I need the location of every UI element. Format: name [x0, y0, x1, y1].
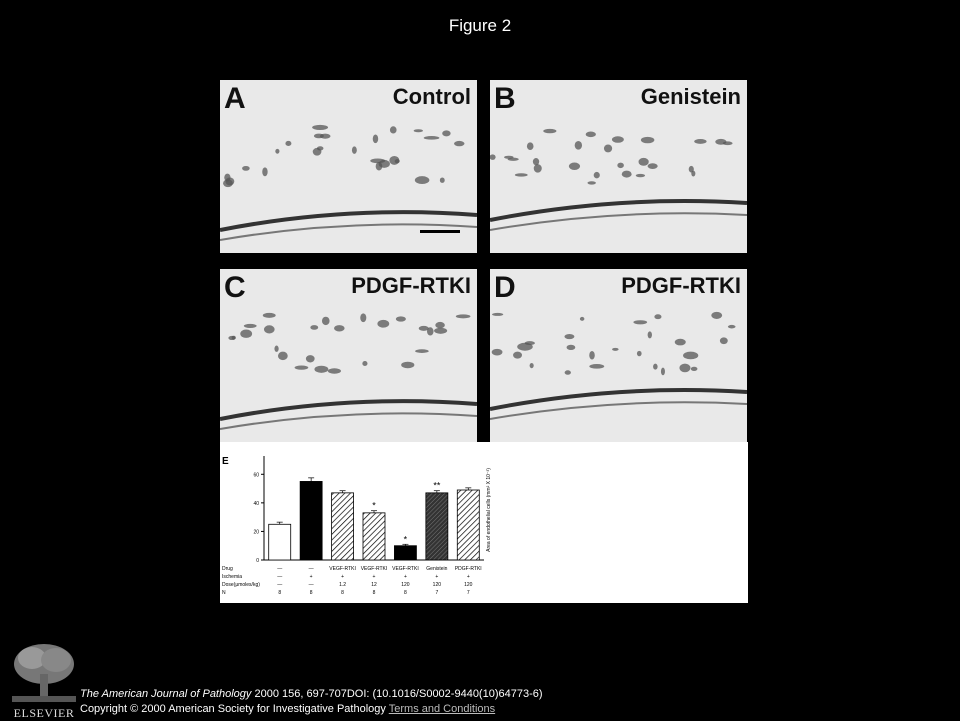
bar-chart: [220, 442, 748, 603]
vessel-mark: [379, 160, 390, 168]
vessel-mark: [414, 129, 423, 132]
vessel-mark: [232, 336, 236, 340]
vessel-mark: [691, 367, 698, 371]
vessel-mark: [728, 325, 736, 329]
vessel-mark: [604, 144, 612, 152]
vessel-mark: [454, 141, 464, 146]
vessel-mark: [654, 314, 661, 319]
vessel-mark: [244, 324, 257, 328]
table-cell: Genistein: [426, 566, 448, 572]
table-cell: —: [308, 582, 314, 588]
vessel-mark: [683, 352, 698, 360]
copyright-text: Copyright © 2000 American Society for Investigative Pathology: [80, 703, 389, 715]
table-cell: 1.2: [339, 582, 347, 588]
vessel-mark: [543, 129, 556, 133]
vessel-mark: [396, 316, 406, 321]
vessel-mark: [295, 366, 309, 370]
vessel-mark: [508, 158, 519, 161]
vessel-mark: [278, 352, 288, 360]
table-cell: 8: [309, 590, 313, 596]
panel-letter: A: [224, 82, 246, 115]
panel-d: [490, 269, 747, 442]
y-axis-label: Area of endothelial cells (mm² X 10⁻³): [486, 468, 492, 552]
vessel-mark: [317, 146, 324, 150]
vessel-mark: [711, 312, 722, 319]
vessel-mark: [492, 313, 503, 316]
vessel-mark: [633, 320, 647, 324]
vessel-mark: [456, 314, 471, 318]
logo-text: ELSEVIER: [13, 706, 75, 720]
vessel-mark: [490, 154, 496, 160]
vessel-mark: [306, 355, 315, 362]
vessel-mark: [352, 146, 357, 153]
vessel-mark: [424, 136, 440, 140]
vessel-mark: [263, 313, 276, 318]
y-tick-label: 40: [253, 500, 259, 507]
table-cell: 8: [341, 590, 344, 596]
vessel-mark: [401, 362, 414, 369]
vessel-mark: [720, 337, 728, 344]
panel-letter: D: [494, 271, 516, 304]
vessel-mark: [723, 141, 733, 145]
bar: [363, 513, 385, 560]
vessel-mark: [679, 364, 690, 373]
table-cell: +: [435, 574, 439, 580]
vessel-mark: [223, 179, 233, 187]
elsevier-logo: [8, 640, 80, 718]
panel-a: [220, 80, 477, 253]
vessel-mark: [389, 156, 399, 165]
table-cell: 8: [278, 590, 282, 596]
vessel-mark: [589, 364, 604, 369]
vessel-mark: [310, 325, 318, 330]
retina-layer: [220, 401, 477, 419]
vessel-mark: [661, 368, 665, 376]
table-cell: 8: [372, 590, 376, 596]
vessel-mark: [440, 178, 445, 183]
panel-label: PDGF-RTKI: [621, 273, 741, 298]
citation-details: 2000 156, 697-707DOI: (10.1016/S0002-9440(10)64773-6): [251, 688, 543, 700]
vessel-mark: [530, 363, 534, 368]
vessel-mark: [373, 135, 378, 144]
vessel-mark: [513, 352, 522, 359]
vessel-mark: [320, 134, 331, 139]
vessel-mark: [334, 325, 345, 331]
panel-letter: C: [224, 271, 246, 304]
table-cell: —: [277, 566, 283, 572]
retina-layer: [490, 201, 747, 220]
table-cell: +: [341, 574, 345, 580]
table-cell: VEGF-RTKI: [392, 566, 419, 572]
bar: [457, 490, 479, 560]
table-cell: 120: [401, 582, 410, 588]
table-row-label: Dose(μmoles/kg): [222, 582, 260, 588]
vessel-mark: [534, 164, 542, 173]
table-cell: 120: [432, 582, 442, 588]
vessel-mark: [362, 361, 367, 366]
vessel-mark: [653, 364, 658, 370]
vessel-mark: [648, 163, 658, 169]
vessel-mark: [527, 142, 534, 150]
terms-link[interactable]: Terms and Conditions: [388, 703, 496, 715]
vessel-mark: [515, 173, 528, 176]
vessel-mark: [594, 172, 600, 178]
vessel-mark: [492, 349, 503, 356]
vessel-mark: [637, 351, 642, 356]
vessel-mark: [565, 370, 571, 374]
vessel-mark: [639, 158, 649, 166]
bar: [426, 493, 448, 560]
vessel-mark: [525, 341, 535, 345]
copyright: [80, 702, 543, 717]
table-cell: PDGF-RTKI: [454, 566, 482, 572]
vessel-mark: [612, 136, 624, 143]
table-row-label: Ischemia: [222, 574, 243, 580]
y-tick-label: 60: [253, 472, 259, 479]
vessel-mark: [689, 166, 694, 173]
retina-layer: [220, 212, 477, 230]
bar: [394, 546, 416, 560]
table-cell: —: [277, 574, 283, 580]
vessel-mark: [636, 174, 645, 177]
panel-label: Genistein: [640, 84, 741, 109]
vessel-mark: [415, 349, 429, 353]
vessel-mark: [285, 141, 291, 146]
vessel-mark: [264, 325, 275, 333]
retina-layer: [490, 390, 747, 409]
scale-bar: [420, 230, 460, 233]
vessel-mark: [435, 322, 444, 328]
retina-layer: [490, 402, 747, 419]
vessel-mark: [612, 348, 618, 351]
table-cell: 7: [435, 590, 439, 596]
vessel-mark: [377, 320, 389, 328]
bar: [332, 493, 354, 560]
vessel-mark: [586, 132, 596, 138]
table-cell: +: [403, 574, 407, 580]
vessel-mark: [434, 328, 447, 334]
table-cell: VEGF-RTKI: [329, 566, 356, 572]
panel-c: [220, 269, 477, 442]
vessel-mark: [580, 317, 584, 321]
vessel-mark: [567, 345, 576, 350]
table-cell: +: [309, 574, 313, 580]
vessel-mark: [262, 167, 267, 176]
figure-title: Figure 2: [448, 16, 512, 35]
vessel-mark: [312, 125, 328, 130]
table-cell: +: [372, 574, 376, 580]
table-cell: 8: [404, 590, 407, 596]
table-cell: 12: [371, 582, 377, 588]
figure: [220, 80, 748, 603]
table-cell: 120: [464, 582, 473, 588]
table-cell: —: [277, 582, 283, 588]
vessel-mark: [328, 368, 341, 373]
bar: [300, 481, 322, 560]
vessel-mark: [415, 176, 430, 184]
panel-label: PDGF-RTKI: [351, 273, 471, 298]
vessel-mark: [427, 327, 434, 335]
vessel-mark: [622, 171, 632, 178]
vessel-mark: [641, 137, 654, 143]
significance-mark: **: [433, 480, 441, 491]
panel-letter: E: [222, 456, 229, 467]
retina-layer: [220, 413, 477, 429]
table-cell: —: [308, 566, 314, 572]
table-cell: 7: [466, 590, 470, 596]
significance-mark: *: [403, 534, 408, 545]
vessel-mark: [360, 313, 366, 322]
table-row-label: Drug: [222, 566, 233, 572]
y-tick-label: 20: [253, 529, 259, 536]
bar: [269, 524, 291, 560]
vessel-mark: [648, 331, 652, 338]
panel-e: [220, 442, 748, 603]
vessel-mark: [564, 334, 574, 339]
table-cell: VEGF-RTKI: [360, 566, 388, 572]
retina-layer: [490, 213, 747, 230]
vessel-mark: [322, 317, 330, 325]
tree-icon: [8, 640, 80, 706]
vessel-mark: [589, 351, 595, 360]
vessel-mark: [240, 329, 252, 337]
panel-letter: B: [494, 82, 516, 115]
table-cell: +: [466, 574, 470, 580]
significance-mark: *: [372, 500, 376, 511]
y-tick-label: 0: [256, 558, 259, 564]
table-row-label: N: [222, 590, 226, 596]
vessel-mark: [575, 141, 582, 150]
vessel-mark: [275, 149, 279, 154]
vessel-mark: [694, 139, 706, 144]
vessel-mark: [442, 130, 450, 136]
vessel-mark: [274, 346, 278, 352]
vessel-mark: [675, 339, 686, 346]
vessel-mark: [617, 163, 624, 168]
vessel-mark: [314, 366, 328, 373]
citation: [80, 687, 543, 702]
vessel-mark: [587, 181, 595, 184]
footer: [80, 687, 543, 717]
panel-label: Control: [392, 84, 471, 109]
vessel-mark: [569, 163, 580, 171]
vessel-mark: [390, 126, 397, 133]
vessel-mark: [242, 166, 250, 171]
citation-journal: The American Journal of Pathology: [80, 688, 252, 700]
panel-b: [490, 80, 747, 253]
